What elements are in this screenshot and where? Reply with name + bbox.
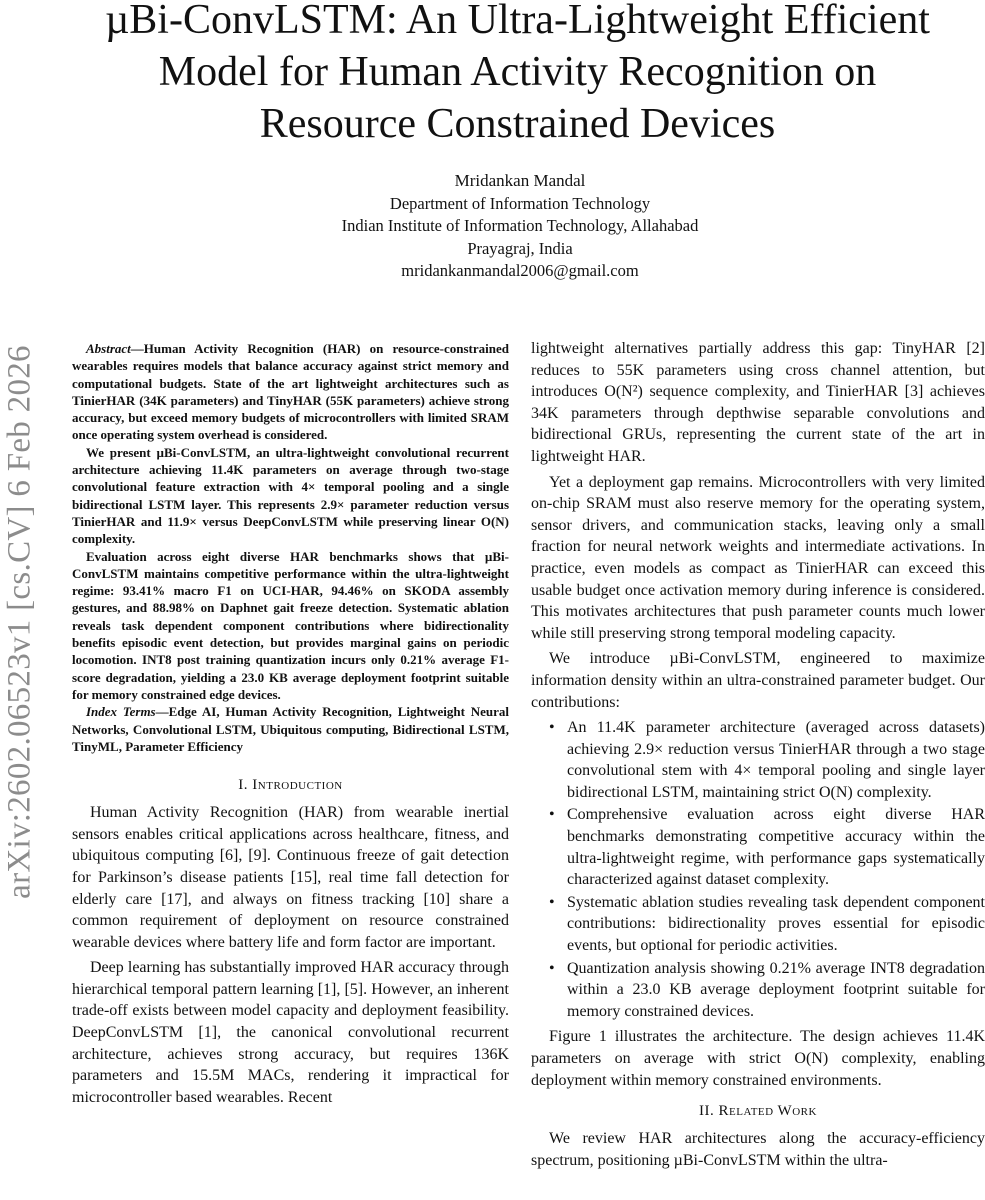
section-1-body-right: [531, 338, 985, 1091]
section-2-body: [531, 1128, 985, 1171]
intro-paragraph-1: Human Activity Recognition (HAR) from wearable inertial sensors enables critical applications across healthcare, fitness, and ubiquitous computing [6], [9]. Continuous freeze of gait detection for Parkinson’s disease patients [15], real time fall detection for elderly care [17], and always on fitness tracking [10] share a common requirement of deployment on resource constrained wearable devices where battery life and form factor are important.: [72, 804, 509, 951]
author-name: Mridankan Mandal: [454, 171, 586, 190]
paper-title: [60, 0, 975, 150]
abstract-paragraph-2: We present µBi-ConvLSTM, an ultra-lightweight convolutional recurrent architecture achieving 11.4K parameters on average through two-stage convolutional feature extraction with 4× temporal pooling and a single bidirectional LSTM layer. This represents 2.9× parameter reduction versus TinierHAR and 11.9× versus DeepConvLSTM while preserving linear O(N) complexity.: [72, 444, 509, 547]
abstract-text-1: —Human Activity Recognition (HAR) on resource-constrained wearables requires models that balance accuracy against strict memory and computational budgets. State of the art lightweight architectures such as TinierHAR (34K parameters) and TinyHAR (55K parameters) achieve strong accuracy, but exceed memory budgets of microcontrollers with limited SRAM once operating system overhead is considered.: [72, 341, 509, 443]
related-work-paragraph-1: We review HAR architectures along the accuracy-efficiency spectrum, positioning µBi-ConvLSTM within the ultra-: [531, 1130, 985, 1169]
section-1-number: I.: [238, 777, 249, 794]
section-2-number: II.: [699, 1103, 715, 1120]
index-terms: [72, 703, 509, 755]
contribution-item: • Systematic ablation studies revealing task dependent component contributions: bidirectionality proves essential for episodic events, but optional for periodic activities.: [567, 892, 985, 957]
contribution-item: • Quantization analysis showing 0.21% average INT8 degradation within a 23.0 KB average deployment footprint suitable for memory constrained devices.: [567, 958, 985, 1023]
intro-paragraph-5: Figure 1 illustrates the architecture. The design achieves 11.4K parameters on average with strict O(N) complexity, enabling deployment within memory constrained environments.: [531, 1028, 985, 1089]
abstract-paragraph-3: Evaluation across eight diverse HAR benchmarks shows that µBi-ConvLSTM maintains competitive performance within the ultra-lightweight regime: 93.41% macro F1 on UCI-HAR, 94.46% on SKODA assembly gestures, and 88.98% on Daphnet gait freeze detection. Systematic ablation reveals task dependent component contributions where bidirectionality benefits episodic event detection, but provides marginal gains on periodic locomotion. INT8 post training quantization incurs only 0.21% average F1-score degradation, yielding a 23.0 KB average deployment footprint suitable for memory constrained edge devices.: [72, 548, 509, 702]
intro-paragraph-2-continued: lightweight alternatives partially address this gap: TinyHAR [2] reduces to 55K parameters using cross channel attention, but introduces O(N²) sequence complexity, and TinierHAR [3] achieves 34K parameters through depthwise separable convolutions and bidirectional GRUs, representing the current state of the art in lightweight HAR.: [531, 340, 985, 465]
right-column: [531, 338, 985, 1175]
author-institute: Indian Institute of Information Technology, Allahabad: [341, 216, 699, 235]
contribution-item: • Comprehensive evaluation across eight diverse HAR benchmarks demonstrating competitive accuracy within the ultra-lightweight regime, with performance gaps systematically characterized against dataset complexity.: [567, 804, 985, 890]
arxiv-identifier: arXiv:2602.06523v1 [cs.CV] 6 Feb 2026: [1, 345, 38, 899]
title-line-1: µBi-ConvLSTM: An Ultra-Lightweight Efficient: [105, 0, 930, 43]
title-line-3: Resource Constrained Devices: [259, 101, 776, 147]
index-terms-label: Index Terms: [86, 704, 156, 720]
abstract-label: Abstract: [86, 341, 131, 356]
section-1-heading: [72, 777, 509, 794]
intro-paragraph-3: Yet a deployment gap remains. Microcontrollers with very limited on-chip SRAM must also reserve memory for the operating system, sensor drivers, and communication stacks, leaving only a small fraction for neural network weights and intermediate activations. In practice, even models as compact as TinierHAR can exceed this usable budget once activation memory during inference is considered. This motivates architectures that push parameter counts much lower while still preserving strong temporal modeling capacity.: [531, 473, 985, 642]
author-block: [260, 170, 780, 283]
intro-paragraph-4: We introduce µBi-ConvLSTM, engineered to maximize information density within an ultra-constrained parameter budget. Our contributions:: [531, 650, 985, 711]
abstract-paragraph-1: [72, 340, 509, 444]
abstract: [72, 340, 509, 755]
section-1-title: Introduction: [252, 777, 343, 794]
author-email[interactable]: mridankanmandal2006@gmail.com: [401, 261, 639, 280]
contributions-list: [531, 717, 985, 1022]
title-line-2: Model for Human Activity Recognition on: [158, 49, 877, 95]
contribution-item: • An 11.4K parameter architecture (averaged across datasets) achieving 2.9× reduction versus TinierHAR through a two stage convolutional stem with 4× temporal pooling and single layer bidirectional LSTM, maintaining strict O(N) complexity.: [567, 717, 985, 803]
intro-paragraph-2: Deep learning has substantially improved HAR accuracy through hierarchical temporal pattern learning [1], [5]. However, an inherent trade-off exists between model capacity and deployment feasibility. DeepConvLSTM [1], the canonical convolutional recurrent architecture, achieves strong accuracy, but requires 136K parameters and 15.5M MACs, rendering it impractical for microcontroller based wearables. Recent: [72, 959, 509, 1106]
section-2-title: Related Work: [718, 1103, 817, 1120]
left-column: [72, 340, 509, 1112]
arxiv-sidebar: [0, 312, 40, 932]
author-location: Prayagraj, India: [467, 238, 573, 258]
section-1-body-left: [72, 802, 509, 1108]
index-terms-text: —Edge AI, Human Activity Recognition, Lightweight Neural Networks, Convolutional LSTM, Ubiquitous computing, Bidirectional LSTM, TinyML, Parameter Efficiency: [72, 704, 509, 754]
section-2-heading: [531, 1103, 985, 1120]
author-department: Department of Information Technology: [389, 193, 651, 213]
